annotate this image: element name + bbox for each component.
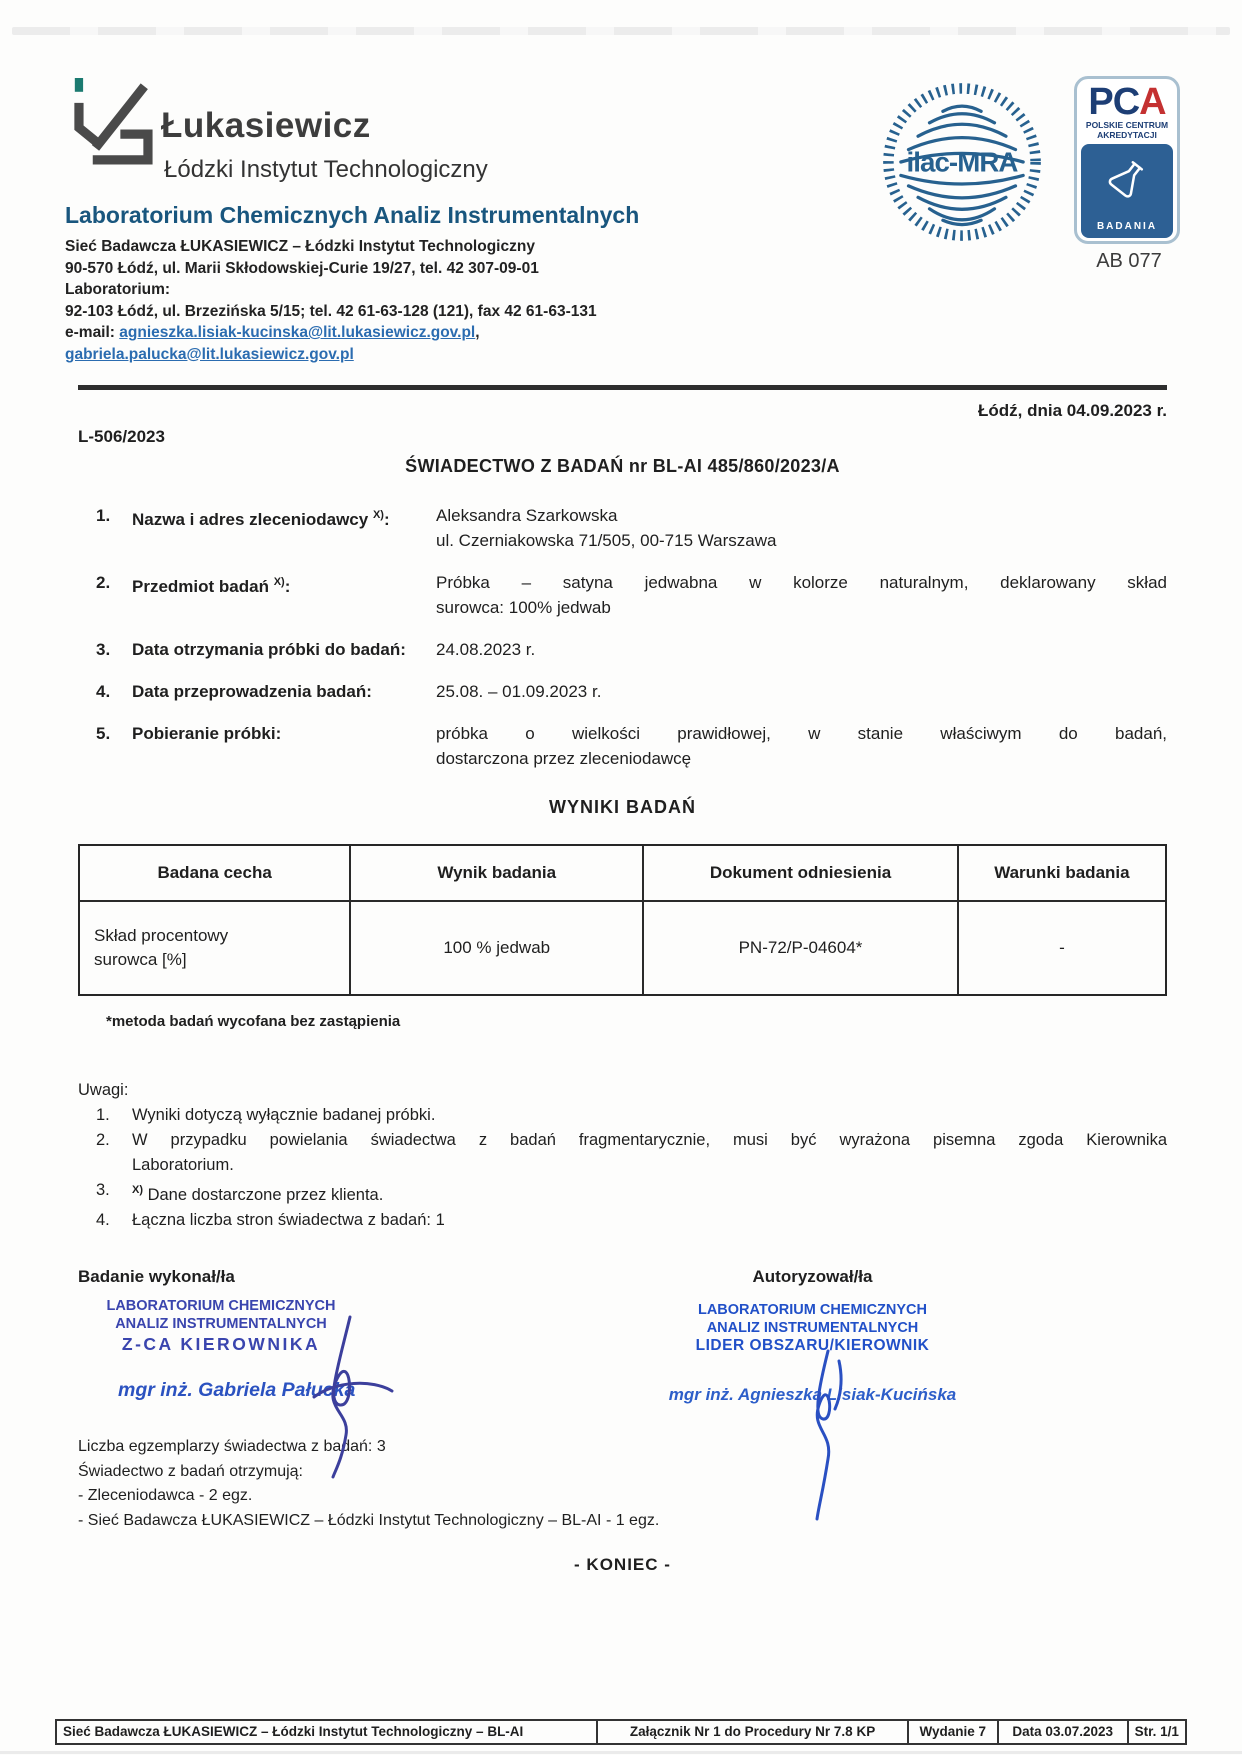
client-name: Aleksandra Szarkowska xyxy=(436,506,618,525)
pca-subtitle xyxy=(1081,121,1173,140)
lukasiewicz-logo xyxy=(65,70,725,194)
remark-text: Wyniki dotyczą wyłącznie badanej próbki. xyxy=(132,1106,436,1124)
column-header-result: Wynik badania xyxy=(351,846,644,902)
item-number: 2. xyxy=(96,573,111,592)
authorized-by-heading: Autoryzował/ła xyxy=(752,1267,873,1286)
ilac-mra-label: ilac-MRA xyxy=(906,146,1018,178)
test-date-value: 25.08. – 01.09.2023 r. xyxy=(436,682,602,701)
copies-count-line: Liczba egzemplarzy świadectwa z badań: 3 xyxy=(78,1438,386,1455)
authorized-by-name: mgr inż. Agnieszka Lisiak-Kucińska xyxy=(668,1385,957,1404)
email-link-2[interactable]: gabriela.palucka@lit.lukasiewicz.gov.pl xyxy=(65,345,354,363)
footer-page-cell: Str. 1/1 xyxy=(1134,1724,1179,1739)
header xyxy=(0,0,1242,365)
sampling-line-2: dostarczona przez zleceniodawcę xyxy=(436,749,692,768)
case-number: L-506/2023 xyxy=(78,427,165,446)
remark-text xyxy=(132,1128,1167,1178)
item-value xyxy=(436,570,1167,620)
results-table-row xyxy=(80,902,1165,994)
date-line: Łódź, dnia 04.09.2023 r. xyxy=(978,401,1167,420)
authorized-by-signature xyxy=(623,1267,1168,1405)
footer-date-cell: Data 03.07.2023 xyxy=(999,1721,1129,1743)
item-label: Nazwa i adres zleceniodawcy $^{X)}$: xyxy=(132,509,390,529)
pca-subtitle-line-1: POLSKIE CENTRUM xyxy=(1085,120,1169,130)
remark-number: 3. xyxy=(96,1181,110,1199)
item-subject xyxy=(96,570,1167,620)
remark-line-2: Laboratorium. xyxy=(132,1156,234,1174)
item-label: Data otrzymania próbki do badań: xyxy=(132,640,406,659)
client-data-footnote-mark: X) xyxy=(132,1184,143,1196)
stamp-role: LIDER OBSZARU/KIEROWNIK xyxy=(695,1337,930,1354)
pca-letters-pc: PC xyxy=(1088,81,1140,123)
accreditation-number: AB 077 xyxy=(1096,250,1162,272)
item-number: 4. xyxy=(96,682,111,701)
item-sampling xyxy=(96,721,1167,771)
cell-conditions: - xyxy=(1059,938,1065,957)
authorized-by-stamp xyxy=(643,1301,983,1355)
item-value xyxy=(436,721,1167,771)
brand-name: Łukasiewicz xyxy=(161,106,371,145)
item-client xyxy=(96,503,1167,553)
cell-reference: PN-72/P-04604* xyxy=(644,902,959,994)
accreditation-seals xyxy=(876,70,1184,365)
remarks-section xyxy=(78,1078,1167,1233)
results-table-header-row xyxy=(80,846,1165,902)
results-section-title: WYNIKI BADAŃ xyxy=(549,797,696,817)
remark-item xyxy=(96,1103,1167,1128)
ilac-mra-seal-icon xyxy=(876,76,1048,248)
stamp-line: LABORATORIUM CHEMICZNYCH xyxy=(106,1298,336,1314)
performed-by-name: mgr inż. Gabriela Pałucka xyxy=(118,1379,356,1401)
lab-name: Laboratorium Chemicznych Analiz Instrumentalnych xyxy=(65,202,640,228)
email-line-2 xyxy=(65,344,725,366)
remark-text: $^{X)}$ Dane dostarczone przez klienta. xyxy=(132,1184,384,1204)
item-number: 1. xyxy=(96,506,111,525)
address-line-1: 90-570 Łódź, ul. Marii Skłodowskiej-Curie 19/27, tel. 42 307-09-01 xyxy=(65,259,539,277)
authorized-by-inner xyxy=(643,1267,983,1405)
sampling-line-1: próbka o wielkości prawidłowej, w stanie właściwym do badań, xyxy=(436,724,1167,743)
subject-footnote-mark: X) xyxy=(273,576,285,588)
signatures-section xyxy=(78,1267,1167,1405)
remark-number: 1. xyxy=(96,1106,110,1124)
stamp-line: ANALIZ INSTRUMENTALNYCH xyxy=(706,1320,919,1336)
recipient-line: - Zleceniodawca - 2 egz. xyxy=(78,1487,253,1504)
client-address: ul. Czerniakowska 71/505, 00-715 Warszawa xyxy=(436,531,777,550)
pca-badge xyxy=(1074,76,1180,244)
email-separator: , xyxy=(475,324,480,341)
pca-badge-stack xyxy=(1074,76,1184,273)
performed-by-heading: Badanie wykonał/ła xyxy=(78,1267,235,1286)
footer-attachment-cell: Załącznik Nr 1 do Procedury Nr 7.8 KP xyxy=(598,1721,908,1743)
footer-edition-cell: Wydanie 7 xyxy=(909,1721,999,1743)
stamp-role: Z-CA KIEROWNIKA xyxy=(121,1334,321,1354)
item-number: 5. xyxy=(96,724,111,743)
address-line-2: 92-103 Łódź, ul. Brzezińska 5/15; tel. 42 61-63-128 (121), fax 42 61-63-131 xyxy=(65,302,597,320)
pca-title xyxy=(1081,81,1173,123)
remark-number: 4. xyxy=(96,1211,110,1229)
column-header-feature: Badana cecha xyxy=(80,846,351,902)
subject-line-1: Próbka – satyna jedwabna w kolorze naturalnym, deklarowany skład xyxy=(436,573,1167,592)
method-footnote: *metoda badań wycofana bez zastąpienia xyxy=(106,1013,401,1030)
column-header-reference: Dokument odniesienia xyxy=(644,846,959,902)
stamp-line: LABORATORIUM CHEMICZNYCH xyxy=(697,1302,928,1318)
results-table xyxy=(78,844,1167,996)
recipients-heading: Świadectwo z badań otrzymują: xyxy=(78,1462,303,1480)
remark-number: 2. xyxy=(96,1131,110,1149)
performed-by-signature xyxy=(78,1267,623,1405)
item-label: Przedmiot badań $^{X)}$: xyxy=(132,576,291,596)
column-header-conditions: Warunki badania xyxy=(959,846,1165,902)
email-link-1[interactable]: agnieszka.lisiak-kucinska@lit.lukasiewicz.gov.pl xyxy=(119,324,476,341)
end-marker: - KONIEC - xyxy=(574,1555,671,1574)
lukasiewicz-logo-icon xyxy=(67,72,159,176)
lab-contact-info xyxy=(65,236,725,365)
remark-line-1: W przypadku powielania świadectwa z badań fragmentarycznie, musi być wyrażona pisemna zgoda Kierownika xyxy=(132,1131,1167,1149)
remark-item xyxy=(96,1178,1167,1208)
certificate-items xyxy=(96,503,1167,771)
document-body xyxy=(0,385,1242,1575)
stamp-line: ANALIZ INSTRUMENTALNYCH xyxy=(115,1316,327,1332)
email-label: e-mail: xyxy=(65,324,120,341)
remark-text: Łączna liczba stron świadectwa z badań: 1 xyxy=(132,1211,445,1229)
footer-org-cell: Sieć Badawcza ŁUKASIEWICZ – Łódzki Instytut Technologiczny – BL-AI xyxy=(57,1721,598,1743)
brand-subtitle: Łódzki Instytut Technologiczny xyxy=(164,156,488,183)
pca-badania-panel xyxy=(1081,144,1173,238)
footer-table xyxy=(55,1719,1187,1745)
flask-icon xyxy=(1104,156,1150,202)
remarks-heading: Uwagi: xyxy=(78,1081,129,1099)
item-test-date xyxy=(96,679,1167,704)
document-title: ŚWIADECTWO Z BADAŃ nr BL-AI 485/860/2023/A xyxy=(405,456,840,476)
pca-badania-label: BADANIA xyxy=(1096,221,1158,232)
distribution-section xyxy=(78,1435,1167,1533)
item-label: Pobieranie próbki: xyxy=(132,724,282,743)
client-data-footnote-mark: X) xyxy=(372,509,384,521)
item-received-date xyxy=(96,637,1167,662)
pca-letter-a: A xyxy=(1139,81,1166,123)
subject-line-2: surowca: 100% jedwab xyxy=(436,598,611,617)
item-value xyxy=(436,503,1167,553)
pca-subtitle-line-2: AKREDYTACJI xyxy=(1097,129,1157,140)
header-divider xyxy=(78,385,1167,390)
item-number: 3. xyxy=(96,640,111,659)
cell-result: 100 % jedwab xyxy=(351,902,644,994)
email-line-1 xyxy=(65,322,725,344)
performed-by-stamp xyxy=(86,1297,356,1353)
org-line: Sieć Badawcza ŁUKASIEWICZ – Łódzki Instytut Technologiczny xyxy=(65,238,535,255)
laboratorium-label: Laboratorium: xyxy=(65,281,171,298)
remark-item xyxy=(96,1128,1167,1178)
remark-item xyxy=(96,1208,1167,1233)
recipient-line: - Sieć Badawcza ŁUKASIEWICZ – Łódzki Instytut Technologiczny – BL-AI - 1 egz. xyxy=(78,1511,660,1529)
cell-feature: Skład procentowy surowca [%] xyxy=(80,902,351,994)
scan-artifact-bar xyxy=(12,27,1230,35)
header-left xyxy=(65,70,725,365)
item-label: Data przeprowadzenia badań: xyxy=(132,682,372,701)
received-date-value: 24.08.2023 r. xyxy=(436,640,536,659)
